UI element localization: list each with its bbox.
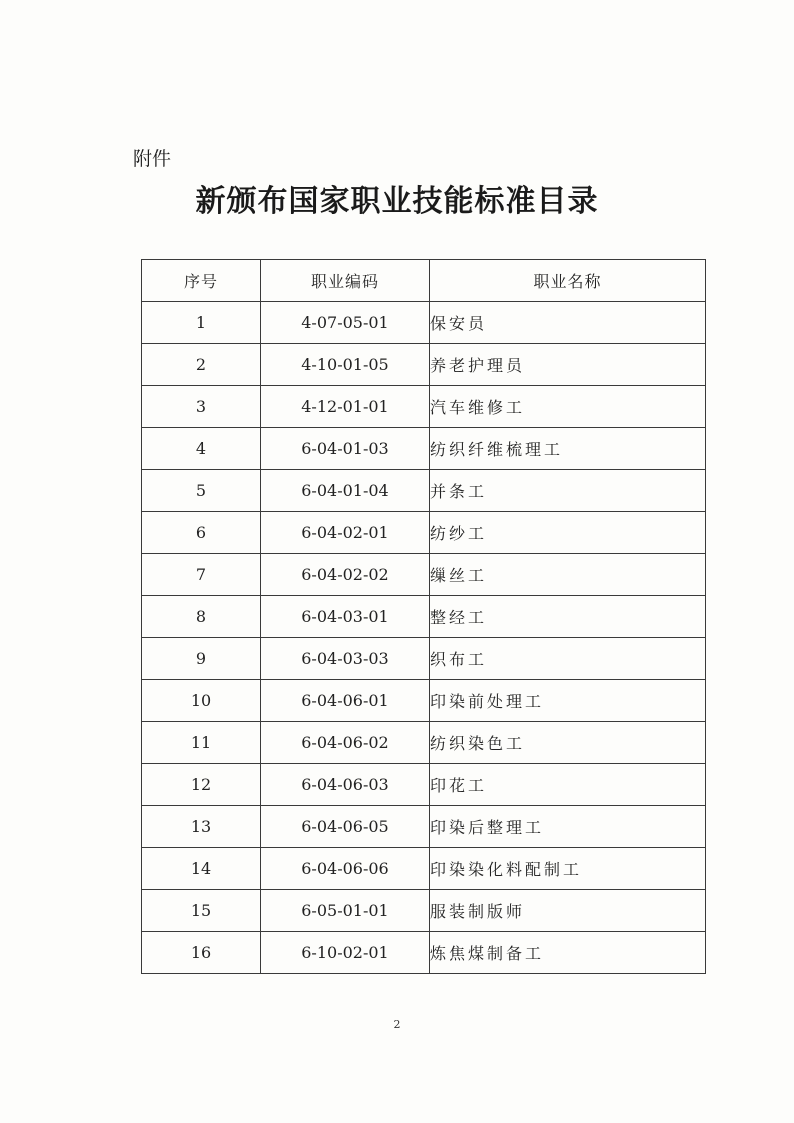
- cell-code: 6-04-02-01: [261, 512, 430, 554]
- table-row: [142, 512, 706, 554]
- cell-name: 炼焦煤制备工: [430, 932, 706, 974]
- cell-name: 养老护理员: [430, 344, 706, 386]
- table-row: [142, 302, 706, 344]
- cell-code: 6-04-01-03: [261, 428, 430, 470]
- attachment-label: 附件: [133, 148, 172, 170]
- cell-no: 12: [142, 764, 261, 806]
- cell-name: 印花工: [430, 764, 706, 806]
- cell-no: 16: [142, 932, 261, 974]
- cell-code: 6-05-01-01: [261, 890, 430, 932]
- table-row: [142, 890, 706, 932]
- cell-code: 4-10-01-05: [261, 344, 430, 386]
- table-row: [142, 554, 706, 596]
- column-header-code: 职业编码: [261, 260, 430, 302]
- cell-name: 缫丝工: [430, 554, 706, 596]
- cell-no: 5: [142, 470, 261, 512]
- cell-name: 纺织纤维梳理工: [430, 428, 706, 470]
- cell-code: 6-04-06-01: [261, 680, 430, 722]
- cell-no: 10: [142, 680, 261, 722]
- cell-code: 6-04-03-03: [261, 638, 430, 680]
- cell-code: 4-07-05-01: [261, 302, 430, 344]
- cell-name: 服装制版师: [430, 890, 706, 932]
- table-row: [142, 932, 706, 974]
- table-row: [142, 722, 706, 764]
- table-row: [142, 386, 706, 428]
- column-header-no: 序号: [142, 260, 261, 302]
- cell-no: 14: [142, 848, 261, 890]
- cell-name: 整经工: [430, 596, 706, 638]
- cell-code: 6-10-02-01: [261, 932, 430, 974]
- cell-name: 汽车维修工: [430, 386, 706, 428]
- cell-name: 印染后整理工: [430, 806, 706, 848]
- cell-no: 2: [142, 344, 261, 386]
- table-header-row: [142, 260, 706, 302]
- cell-name: 保安员: [430, 302, 706, 344]
- cell-code: 6-04-01-04: [261, 470, 430, 512]
- cell-name: 纺纱工: [430, 512, 706, 554]
- cell-no: 6: [142, 512, 261, 554]
- cell-name: 并条工: [430, 470, 706, 512]
- cell-code: 6-04-03-01: [261, 596, 430, 638]
- page-number: 2: [393, 1018, 401, 1031]
- cell-no: 9: [142, 638, 261, 680]
- cell-no: 1: [142, 302, 261, 344]
- table-row: [142, 806, 706, 848]
- cell-no: 4: [142, 428, 261, 470]
- cell-no: 8: [142, 596, 261, 638]
- cell-no: 3: [142, 386, 261, 428]
- table-row: [142, 638, 706, 680]
- cell-code: 6-04-06-02: [261, 722, 430, 764]
- cell-code: 6-04-06-03: [261, 764, 430, 806]
- cell-no: 11: [142, 722, 261, 764]
- cell-no: 15: [142, 890, 261, 932]
- cell-code: 6-04-02-02: [261, 554, 430, 596]
- cell-name: 织布工: [430, 638, 706, 680]
- cell-code: 6-04-06-05: [261, 806, 430, 848]
- cell-no: 13: [142, 806, 261, 848]
- table-row: [142, 764, 706, 806]
- occupation-standards-table: [141, 259, 706, 974]
- table-row: [142, 428, 706, 470]
- table-row: [142, 596, 706, 638]
- cell-code: 4-12-01-01: [261, 386, 430, 428]
- table-row: [142, 344, 706, 386]
- page-title: 新颁布国家职业技能标准目录: [195, 184, 599, 219]
- cell-name: 印染染化料配制工: [430, 848, 706, 890]
- cell-code: 6-04-06-06: [261, 848, 430, 890]
- column-header-name: 职业名称: [430, 260, 706, 302]
- cell-name: 印染前处理工: [430, 680, 706, 722]
- cell-no: 7: [142, 554, 261, 596]
- cell-name: 纺织染色工: [430, 722, 706, 764]
- table-row: [142, 848, 706, 890]
- table-row: [142, 470, 706, 512]
- table-row: [142, 680, 706, 722]
